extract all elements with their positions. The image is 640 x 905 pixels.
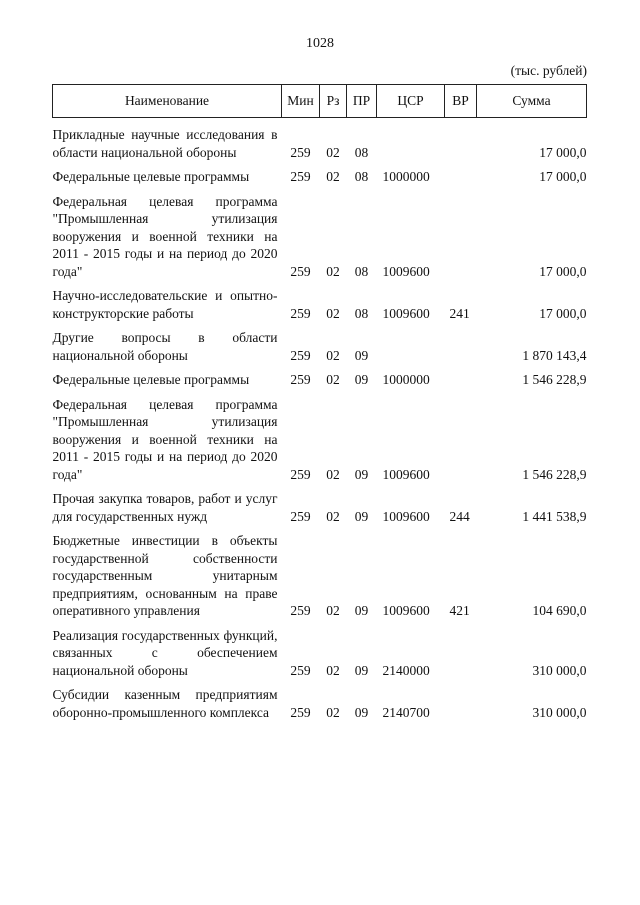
row-pr: 09	[354, 603, 369, 618]
row-pr: 08	[354, 144, 369, 160]
row-vr	[445, 161, 477, 186]
row-rz: 02	[326, 508, 340, 524]
row-csr: 1009600	[382, 263, 430, 279]
row-name: Субсидии казенным предприятиям оборонно-промышленного комплекса	[52, 687, 278, 720]
row-sum: 1 441 538,9	[522, 508, 587, 524]
row-vr: 241	[449, 305, 470, 321]
row-sum: 1 870 143,4	[522, 347, 587, 363]
row-pr: 09	[354, 372, 369, 387]
row-csr: 1009600	[382, 466, 430, 482]
row-rz: 02	[326, 704, 340, 720]
row-vr	[445, 322, 477, 364]
table-row	[53, 118, 587, 162]
row-sum: 310 000,0	[532, 662, 587, 678]
header-vr: ВР	[445, 85, 477, 118]
row-csr: 1000000	[382, 372, 430, 387]
row-pr: 09	[354, 508, 369, 524]
row-name: Прикладные научные исследования в области национальной обороны	[52, 127, 278, 160]
row-min: 259	[290, 662, 311, 678]
row-sum: 1 546 228,9	[522, 466, 587, 482]
row-rz: 02	[326, 305, 340, 321]
row-name: Научно-исследовательские и опытно-конструкторские работы	[52, 288, 278, 321]
page-number: 1028	[306, 36, 334, 51]
row-sum: 17 000,0	[539, 144, 587, 160]
row-csr	[377, 118, 445, 162]
row-pr: 08	[354, 305, 369, 321]
header-csr: ЦСР	[377, 85, 445, 118]
row-pr: 08	[354, 263, 369, 279]
row-name: Прочая закупка товаров, работ и услуг для государственных нужд	[52, 491, 278, 524]
row-vr: 421	[449, 603, 470, 618]
row-min: 259	[290, 169, 311, 184]
header-pr: ПР	[347, 85, 377, 118]
row-sum: 17 000,0	[539, 263, 587, 279]
row-rz: 02	[326, 662, 340, 678]
row-name: Бюджетные инвестиции в объекты государственной собственности государственным унитарным предприятиям, основанным на праве оперативного управления	[52, 533, 278, 618]
budget-table	[52, 84, 587, 721]
row-vr	[445, 186, 477, 281]
row-min: 259	[290, 704, 311, 720]
row-rz: 02	[326, 169, 340, 184]
row-min: 259	[290, 144, 311, 160]
row-min: 259	[290, 372, 311, 387]
table-header-row	[53, 85, 587, 118]
table-row	[53, 186, 587, 281]
row-name: Федеральная целевая программа "Промышленная утилизация вооружения и военной техники на 2011 - 2015 годы и на период до 2020 года"	[52, 193, 278, 279]
row-csr: 2140700	[382, 704, 430, 720]
row-min: 259	[290, 305, 311, 321]
row-rz: 02	[326, 347, 340, 363]
row-sum: 104 690,0	[532, 603, 587, 618]
table-row	[53, 364, 587, 389]
table-row	[53, 280, 587, 322]
table-row	[53, 679, 587, 721]
row-csr: 1009600	[382, 305, 430, 321]
header-min: Мин	[282, 85, 320, 118]
row-min: 259	[290, 347, 311, 363]
row-min: 259	[290, 466, 311, 482]
row-csr: 2140000	[382, 662, 430, 678]
row-csr: 1009600	[382, 508, 430, 524]
row-sum: 17 000,0	[539, 305, 587, 321]
row-rz: 02	[326, 144, 340, 160]
row-rz: 02	[326, 466, 340, 482]
table-row	[53, 322, 587, 364]
row-vr: 244	[449, 508, 470, 524]
row-min: 259	[290, 603, 311, 618]
table-row	[53, 525, 587, 620]
row-pr: 09	[354, 704, 369, 720]
row-vr	[445, 389, 477, 484]
table-row	[53, 161, 587, 186]
row-sum: 310 000,0	[532, 704, 587, 720]
header-name: Наименование	[53, 85, 282, 118]
row-pr: 09	[354, 662, 369, 678]
row-pr: 09	[354, 466, 369, 482]
row-min: 259	[290, 263, 311, 279]
table-row	[53, 389, 587, 484]
table-row	[53, 620, 587, 680]
row-name: Федеральные целевые программы	[52, 169, 250, 184]
row-name: Реализация государственных функций, связанных с обеспечением национальной обороны	[52, 627, 278, 678]
row-csr	[377, 322, 445, 364]
row-vr	[445, 679, 477, 721]
row-pr: 09	[354, 347, 369, 363]
row-pr: 08	[354, 169, 369, 184]
row-name: Федеральные целевые программы	[52, 372, 250, 387]
row-rz: 02	[326, 372, 340, 387]
row-sum: 1 546 228,9	[522, 372, 587, 387]
row-vr	[445, 620, 477, 680]
table-row	[53, 483, 587, 525]
row-name: Другие вопросы в области национальной обороны	[52, 330, 278, 363]
units-label: (тыс. рублей)	[510, 63, 587, 78]
header-rz: Рз	[320, 85, 347, 118]
row-vr	[445, 364, 477, 389]
row-min: 259	[290, 508, 311, 524]
row-sum: 17 000,0	[539, 169, 587, 184]
header-sum: Сумма	[477, 85, 587, 118]
row-csr: 1000000	[382, 169, 430, 184]
row-csr: 1009600	[382, 603, 430, 618]
row-name: Федеральная целевая программа "Промышленная утилизация вооружения и военной техники на 2011 - 2015 годы и на период до 2020 года"	[52, 396, 278, 482]
row-vr	[445, 118, 477, 162]
row-rz: 02	[326, 603, 340, 618]
row-rz: 02	[326, 263, 340, 279]
